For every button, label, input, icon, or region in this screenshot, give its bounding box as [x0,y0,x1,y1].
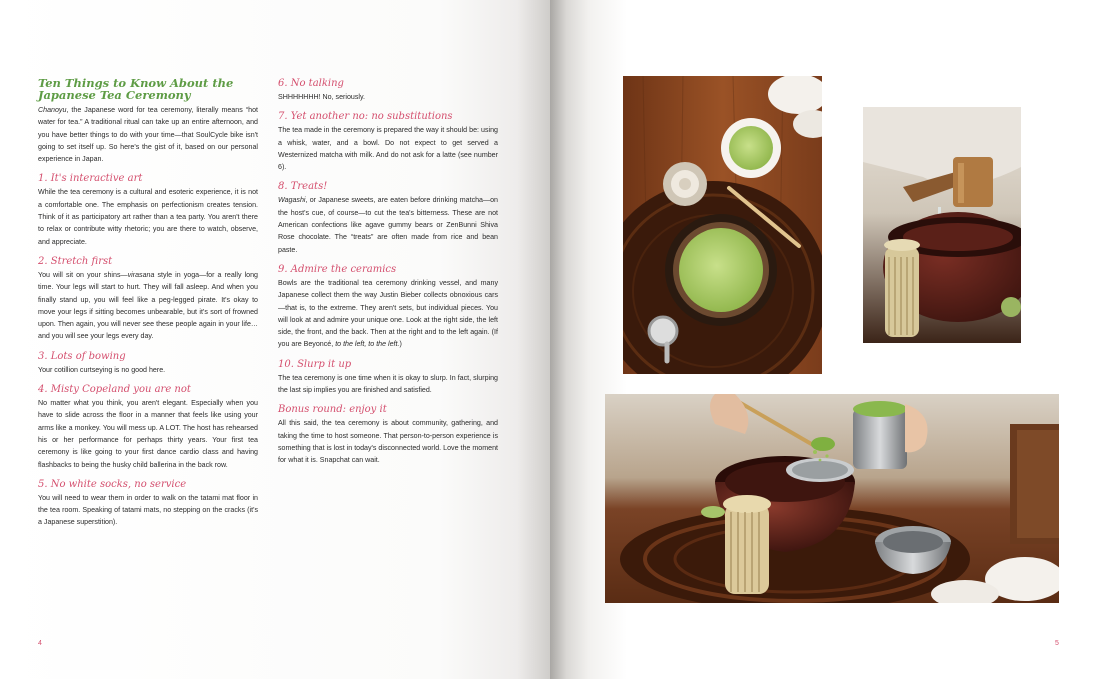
bonus-section-text: All this said, the tea ceremony is about community, gathering, and taking the time to host someone. That person-to-person experience is something that is lost in today's disconnected world. Love the moment for what it is. Snapchat can wait. [278,419,498,465]
section-6-title: 6. No talking [278,78,344,89]
section-5-title: 5. No white socks, no service [38,478,187,490]
intro-term: Chanoyu [38,106,67,114]
section-3-text: Your cotillion curtseying is no good here. [38,365,166,374]
section-2-title: 2. Stretch first [38,255,113,267]
photo-sifting-matcha [605,394,1059,603]
text-column-1 [38,78,258,534]
section-5-text: You will need to wear them in order to walk on the tatami mat floor in the tea room. Speaking of tatami mats, no stepping on the cracks (it's a Japanese superstition). [38,493,258,527]
article-title-line-2: Japanese Tea Ceremony [38,87,191,102]
section-6-text: SHHHHHHH! No, seriously. [278,93,365,101]
page-number-right: 5 [1055,640,1059,647]
section-10-title: 10. Slurp it up [278,358,352,370]
article-title [38,78,258,101]
photo-pouring-water [863,107,1021,343]
right-page [550,0,1100,679]
photo-matcha-tray-overhead [623,76,822,374]
section-9-title: 9. Admire the ceramics [278,263,397,275]
section-3-title: 3. Lots of bowing [38,350,126,362]
section-9-text: Bowls are the traditional tea ceremony drinking vessel, and many Japanese collect them the way Justin Bieber collects obnoxious cars—that is, to the extreme. They aren't sets, but individual pieces. You will look at and admire your unique one. Look at the right side, the left side, the front, and the back. Then at the right and to the left again. (If you are Beyoncé, to the left, to the left.) [278,278,498,349]
page-number-left: 4 [38,640,42,647]
text-column-2 [278,78,498,472]
section-8-title: 8. Treats! [278,181,328,193]
section-1-text: While the tea ceremony is a cultural and esoteric experience, it is not a comfortable one. The emphasis on perfectionism creates tension. Think of it as participatory art rather than a tea party. You aren't there to relax or contribute witty rhetoric; you are there to watch, observe, and appreciate. [38,188,258,246]
section-8-text: Wagashi, or Japanese sweets, are eaten before drinking matcha—on the host's cue, of course—to cut the tea's bitterness. These are not American confections like agave gummy bears or ZenBunni Shiva Rose chocolate. The “treats” are often made from rice and bean paste. [278,196,498,254]
section-4-title: 4. Misty Copeland you are not [38,384,191,396]
bonus-section-title: Bonus round: enjoy it [278,404,387,416]
article-title-line-1: Ten Things to Know About the [38,76,234,90]
section-4-text: No matter what you think, you aren't elegant. Especially when you have to slide across the floor in a manner that feels like using your arms like a monkey. You will mess up. A LOT. The host has rehearsed his or her performance for perhaps thirty years. Your first tea ceremony is like going to your first dance cardio class and having flashbacks to being the husky child ballerina in the back row. [38,399,258,469]
section-10-text: The tea ceremony is one time when it is okay to slurp. In fact, slurping the last sip implies you are finished and satisfied. [278,373,498,395]
section-7-title: 7. Yet another no: no substitutions [278,111,453,123]
section-2-text: You will sit on your shins—virasana style in yoga—for a really long time. Your legs will start to hurt. They will fall asleep. And when you finally stand up, you will feel like a peg-legged pirate. It's okay to move your legs if sitting becomes unbearable, but it's sort of frowned upon. Then again, you will never see these people again in your life… and you will see your legs every day. [38,270,258,341]
section-1-title: 1. It's interactive art [38,173,143,185]
intro-paragraph: Chanoyu, the Japanese word for tea ceremony, literally means “hot water for tea.” A traditional ritual can take up an entire afternoon, and you have better things to do with your time—that SoulCycle bike isn't going to set itself up. So here's the gist of it, based on our personal experience in Japan. [38,106,258,164]
section-7-text: The tea made in the ceremony is prepared the way it should be: using a whisk, water, and a bowl. Do not expect to get served a Westernized matcha with milk. And do not ask for a latte (see number 6). [278,126,498,172]
